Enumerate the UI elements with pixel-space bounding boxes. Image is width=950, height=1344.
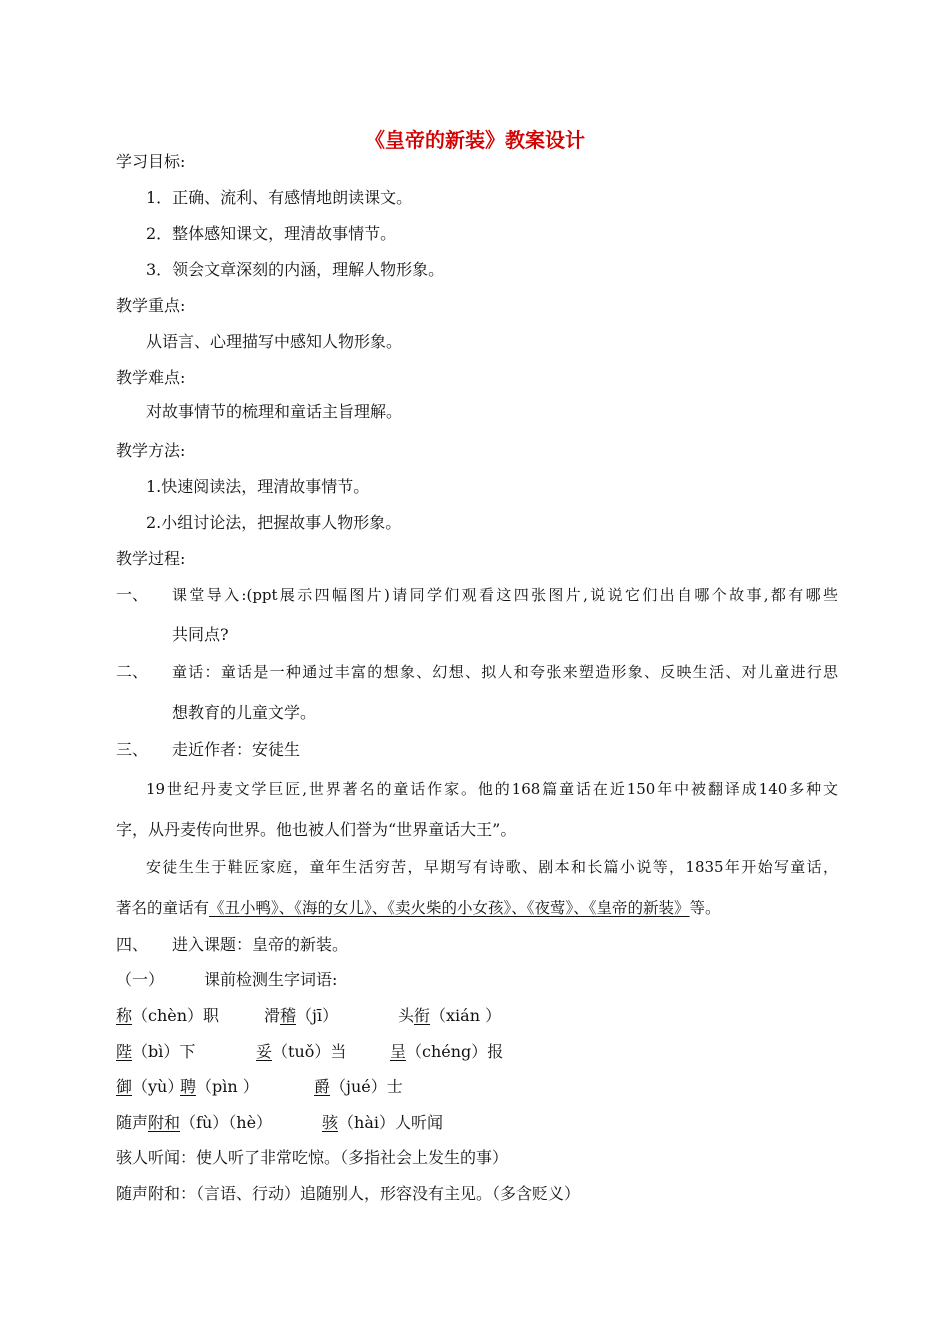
step-text: 进入课题：皇帝的新装。 bbox=[172, 935, 349, 954]
step-text-continued: 想教育的儿童文学。 bbox=[172, 703, 317, 722]
step-number: 一、 bbox=[116, 585, 149, 604]
vocab-word: 呈（chéng）报 bbox=[390, 1042, 504, 1061]
vocab-word: 称（chèn）职 bbox=[116, 1006, 220, 1025]
author-paragraph-line: 字，从丹麦传向世界。他也被人们誉为“世界童话大王”。 bbox=[116, 820, 517, 839]
author-paragraph-line: 安徒生生于鞋匠家庭，童年生活穷苦，早期写有诗歌、剧本和长篇小说等，1835年开始写童话， bbox=[146, 858, 838, 876]
step-number: 三、 bbox=[116, 740, 149, 759]
vocab-word: 滑稽（jī） bbox=[264, 1006, 339, 1025]
process-heading: 教学过程: bbox=[116, 549, 186, 568]
vocab-heading: 课前检测生字词语: bbox=[204, 970, 338, 989]
step-text: 课堂导入:(ppt展示四幅图片)请同学们观看这四张图片,说说它们出自哪个故事,都有哪些 bbox=[172, 586, 838, 604]
vocab-word: 爵（jué）士 bbox=[314, 1077, 403, 1096]
definition-line: 随声附和：（言语、行动）追随别人，形容没有主见。（多含贬义） bbox=[116, 1184, 581, 1203]
method-item: 2.小组讨论法，把握故事人物形象。 bbox=[146, 513, 402, 532]
step-text: 走近作者：安徒生 bbox=[172, 740, 301, 759]
objectives-heading: 学习目标: bbox=[116, 152, 186, 171]
difficulties-text: 对故事情节的梳理和童话主旨理解。 bbox=[146, 402, 403, 421]
objective-item: 2．整体感知课文，理清故事情节。 bbox=[146, 224, 397, 243]
page-title: 《皇帝的新装》教案设计 bbox=[365, 128, 585, 152]
vocab-word: 御（yù） bbox=[116, 1077, 184, 1096]
vocab-word: 随声附和（fù）（hè） bbox=[116, 1113, 273, 1132]
step-text: 童话：童话是一种通过丰富的想象、幻想、拟人和夸张来塑造形象、反映生活、对儿童进行思 bbox=[172, 663, 838, 681]
step-text-continued: 共同点? bbox=[172, 625, 229, 644]
step-number: 二、 bbox=[116, 662, 149, 681]
works-suffix: 等。 bbox=[689, 899, 721, 917]
methods-heading: 教学方法: bbox=[116, 441, 186, 460]
step-number: 四、 bbox=[116, 935, 149, 954]
author-paragraph-line: 19世纪丹麦文学巨匠,世界著名的童话作家。他的168篇童话在近150年中被翻译成140多种文 bbox=[146, 780, 838, 798]
vocab-word: 骇（hài）人听闻 bbox=[322, 1113, 443, 1132]
method-item: 1.快速阅读法，理清故事情节。 bbox=[146, 477, 370, 496]
difficulties-heading: 教学难点: bbox=[116, 368, 186, 387]
objective-item: 1．正确、流利、有感情地朗读课文。 bbox=[146, 188, 413, 207]
key-points-heading: 教学重点: bbox=[116, 296, 186, 315]
key-points-text: 从语言、心理描写中感知人物形象。 bbox=[146, 332, 403, 351]
author-works-line bbox=[116, 898, 721, 918]
vocab-number: （一） bbox=[116, 970, 165, 989]
works-list: 《丑小鸭》、《海的女儿》、《卖火柴的小女孩》、《夜莺》、《皇帝的新装》 bbox=[209, 899, 690, 917]
vocab-word: 陛（bì）下 bbox=[116, 1042, 196, 1061]
vocab-word: 头衔（xián ） bbox=[398, 1006, 502, 1025]
objective-item: 3．领会文章深刻的内涵，理解人物形象。 bbox=[146, 260, 445, 279]
works-prefix: 著名的童话有 bbox=[116, 899, 210, 917]
definition-line: 骇人听闻：使人听了非常吃惊。（多指社会上发生的事） bbox=[116, 1148, 509, 1167]
vocab-word: 妥（tuǒ）当 bbox=[256, 1042, 347, 1061]
vocab-word: 聘（pìn ） bbox=[180, 1077, 259, 1096]
